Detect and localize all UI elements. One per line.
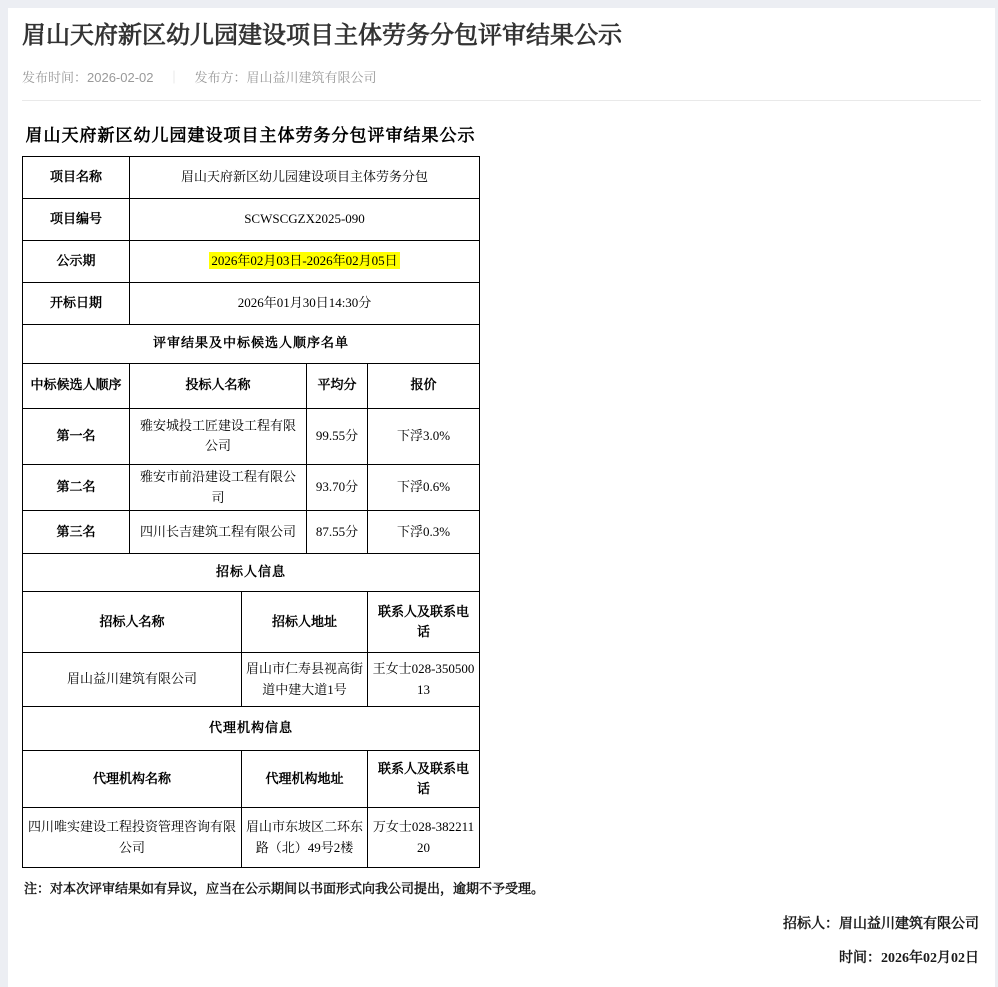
agency-section-title: 代理机构信息 <box>23 707 480 751</box>
col-header-tenderer-contact: 联系人及联系电话 <box>368 592 480 653</box>
tenderer-section-title: 招标人信息 <box>23 554 480 592</box>
table-row <box>23 707 480 751</box>
rank-cell: 第二名 <box>23 464 130 511</box>
objection-note: 注：对本次评审结果如有异议，应当在公示期间以书面形式向我公司提出，逾期不予受理。 <box>24 881 545 897</box>
project-name-value: 眉山天府新区幼儿园建设项目主体劳务分包 <box>130 156 480 198</box>
publish-time-value: 2026-02-02 <box>87 69 154 85</box>
agency-contact-cell: 万女士028-38221120 <box>368 808 480 868</box>
col-header-rank: 中标候选人顺序 <box>23 363 130 408</box>
agency-address-cell: 眉山市东坡区二环东路（北）49号2楼 <box>242 808 368 868</box>
tenderer-address-cell: 眉山市仁寿县视高街道中建大道1号 <box>242 653 368 707</box>
price-cell: 下浮3.0% <box>368 408 480 464</box>
agency-data-row <box>23 808 480 868</box>
signature-date: 时间：2026年02月02日 <box>839 951 979 967</box>
col-header-agency-address: 代理机构地址 <box>242 751 368 808</box>
announcement-table <box>22 156 480 869</box>
agency-name-cell: 四川唯实建设工程投资管理咨询有限公司 <box>23 808 242 868</box>
result-header-row <box>23 363 480 408</box>
publish-meta <box>22 67 981 101</box>
score-cell: 99.55分 <box>307 408 368 464</box>
signature-tenderer: 招标人：眉山益川建筑有限公司 <box>783 917 979 933</box>
tenderer-name-cell: 眉山益川建筑有限公司 <box>23 653 242 707</box>
result-row-1 <box>23 408 480 464</box>
col-header-agency-name: 代理机构名称 <box>23 751 242 808</box>
meta-separator: ｜ <box>167 69 181 85</box>
signature-block <box>22 913 981 967</box>
col-header-agency-contact: 联系人及联系电话 <box>368 751 480 808</box>
page-header <box>8 8 995 101</box>
tenderer-header-row <box>23 592 480 653</box>
col-header-price: 报价 <box>368 363 480 408</box>
page-title: 眉山天府新区幼儿园建设项目主体劳务分包评审结果公示 <box>22 22 622 49</box>
col-header-tenderer-name: 招标人名称 <box>23 592 242 653</box>
price-cell: 下浮0.6% <box>368 464 480 511</box>
bidder-cell: 四川长吉建筑工程有限公司 <box>130 511 307 554</box>
tenderer-data-row <box>23 653 480 707</box>
score-cell: 87.55分 <box>307 511 368 554</box>
project-number-value: SCWSCGZX2025-090 <box>130 198 480 240</box>
project-name-label: 项目名称 <box>23 156 130 198</box>
result-row-3 <box>23 511 480 554</box>
rank-cell: 第一名 <box>23 408 130 464</box>
result-row-2 <box>23 464 480 511</box>
rank-cell: 第三名 <box>23 511 130 554</box>
result-section-title: 评审结果及中标候选人顺序名单 <box>23 324 480 363</box>
document-body <box>8 121 995 968</box>
col-header-tenderer-address: 招标人地址 <box>242 592 368 653</box>
tenderer-contact-cell: 王女士028-35050013 <box>368 653 480 707</box>
table-row <box>23 198 480 240</box>
document-title: 眉山天府新区幼儿园建设项目主体劳务分包评审结果公示 <box>25 125 476 145</box>
publicity-period-label: 公示期 <box>23 240 130 282</box>
table-row <box>23 156 480 198</box>
publisher-label: 发布方： <box>194 69 247 85</box>
publicity-period-highlight: 2026年02月03日-2026年02月05日 <box>211 252 398 268</box>
score-cell: 93.70分 <box>307 464 368 511</box>
col-header-bidder: 投标人名称 <box>130 363 307 408</box>
table-row <box>23 240 480 282</box>
table-row <box>23 554 480 592</box>
bid-opening-date-value: 2026年01月30日14:30分 <box>130 282 480 324</box>
agency-header-row <box>23 751 480 808</box>
bidder-cell: 雅安城投工匠建设工程有限公司 <box>130 408 307 464</box>
publisher-value: 眉山益川建筑有限公司 <box>246 69 377 85</box>
bidder-cell: 雅安市前沿建设工程有限公司 <box>130 464 307 511</box>
col-header-score: 平均分 <box>307 363 368 408</box>
publicity-period-cell <box>130 240 480 282</box>
publish-time-label: 发布时间： <box>22 69 88 85</box>
table-row <box>23 324 480 363</box>
price-cell: 下浮0.3% <box>368 511 480 554</box>
table-row <box>23 282 480 324</box>
project-number-label: 项目编号 <box>23 198 130 240</box>
bid-opening-date-label: 开标日期 <box>23 282 130 324</box>
announcement-card <box>8 8 995 987</box>
